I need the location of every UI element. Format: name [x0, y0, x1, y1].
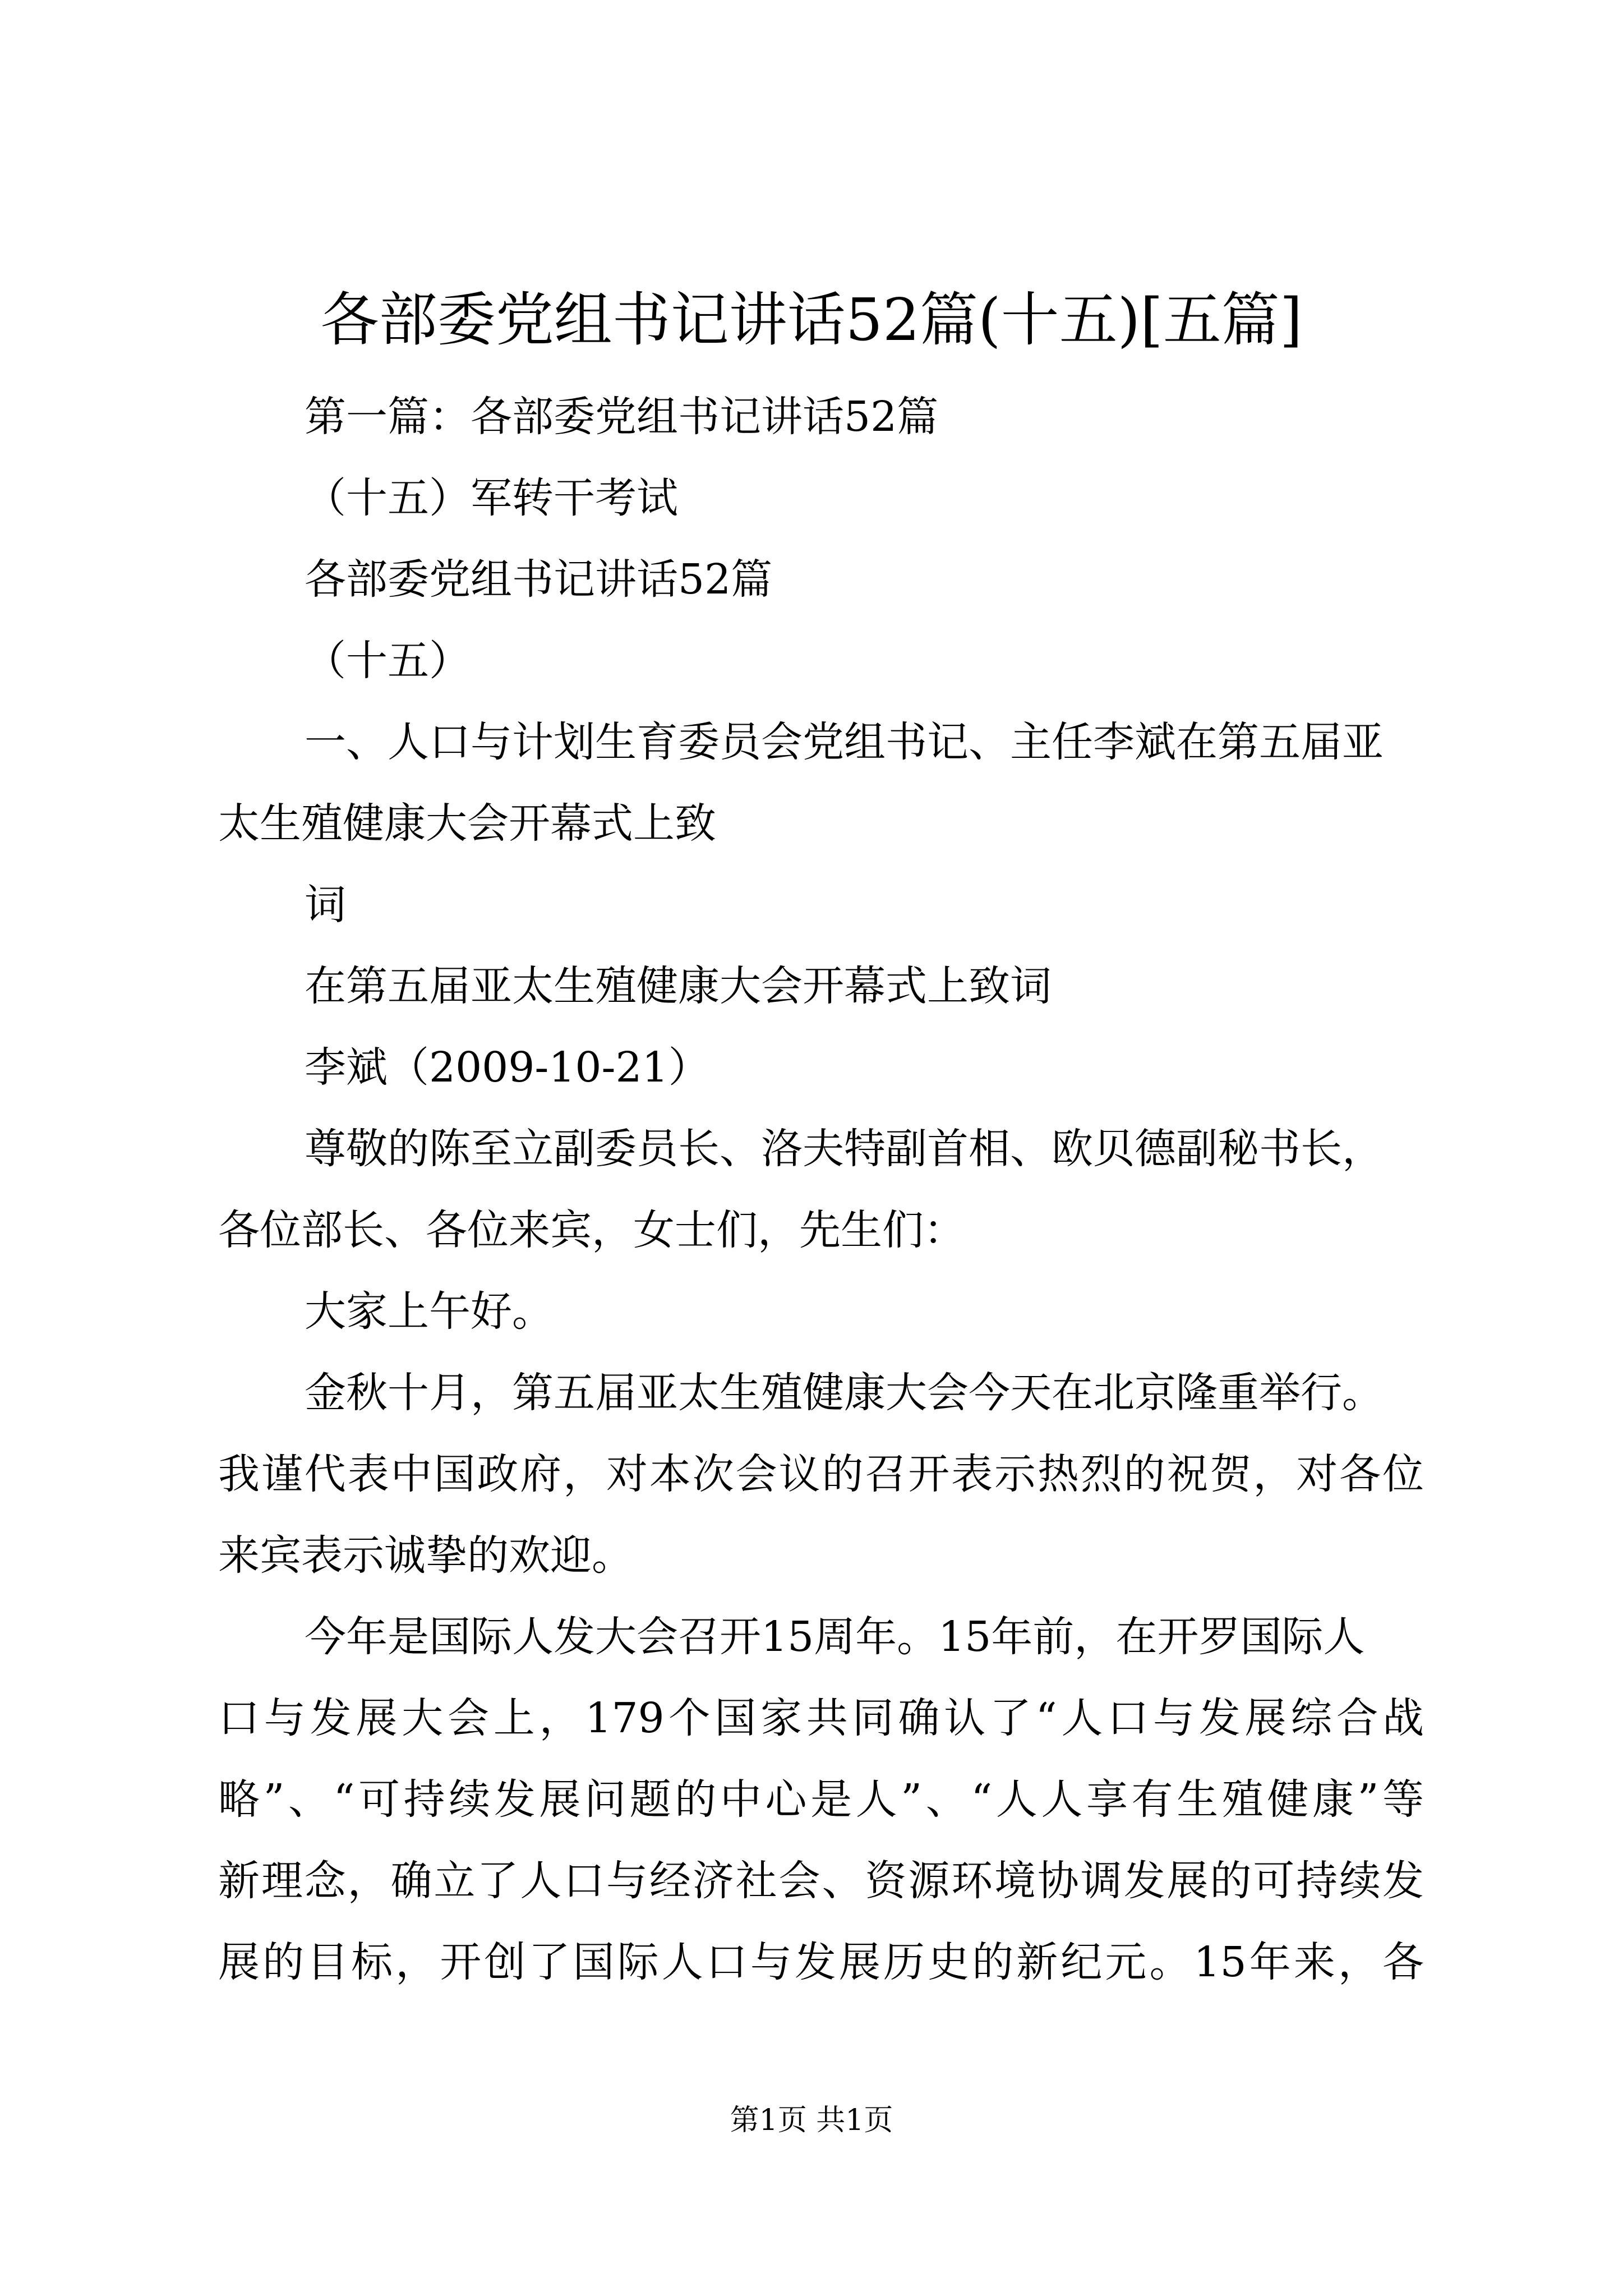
text-line: 我谨代表中国政府，对本次会议的召开表示热烈的祝贺，对各位 [218, 1450, 1424, 1498]
text-line: 各部委党组书记讲话52篇 [305, 555, 773, 604]
text-line: 略”、“可持续发展问题的中心是人”、“人人享有生殖健康”等 [218, 1775, 1424, 1824]
text-line: 来宾表示诚挚的欢迎。 [218, 1531, 633, 1580]
text-line: 第一篇：各部委党组书记讲话52篇 [305, 393, 939, 441]
text-line: 口与发展大会上，179个国家共同确认了“人口与发展综合战 [218, 1694, 1424, 1742]
text-line: 今年是国际人发大会召开15周年。15年前，在开罗国际人 [305, 1613, 1365, 1661]
page-footer: 第1页 共1页 [730, 2104, 893, 2137]
text-line: 在第五届亚太生殖健康大会开幕式上致词 [305, 962, 1052, 1010]
text-line: 太生殖健康大会开幕式上致 [218, 799, 716, 848]
text-line: （十五） [305, 637, 471, 685]
text-line: 尊敬的陈至立副委员长、洛夫特副首相、欧贝德副秘书长， [305, 1125, 1384, 1173]
text-line: 一、人口与计划生育委员会党组书记、主任李斌在第五届亚 [305, 718, 1384, 766]
text-line: （十五）军转干考试 [305, 474, 678, 522]
text-line: 展的目标，开创了国际人口与发展历史的新纪元。15年来，各 [218, 1938, 1424, 1986]
text-line: 新理念，确立了人口与经济社会、资源环境协调发展的可持续发 [218, 1857, 1424, 1905]
text-line: 各位部长、各位来宾，女士们，先生们： [218, 1206, 965, 1254]
text-line: 大家上午好。 [305, 1287, 554, 1336]
text-line: 金秋十月，第五届亚太生殖健康大会今天在北京隆重举行。 [305, 1369, 1384, 1417]
document-title: 各部委党组书记讲话52篇(十五)[五篇] [320, 286, 1303, 354]
text-line: 李斌（2009-10-21） [305, 1043, 710, 1092]
text-line: 词 [305, 881, 346, 929]
